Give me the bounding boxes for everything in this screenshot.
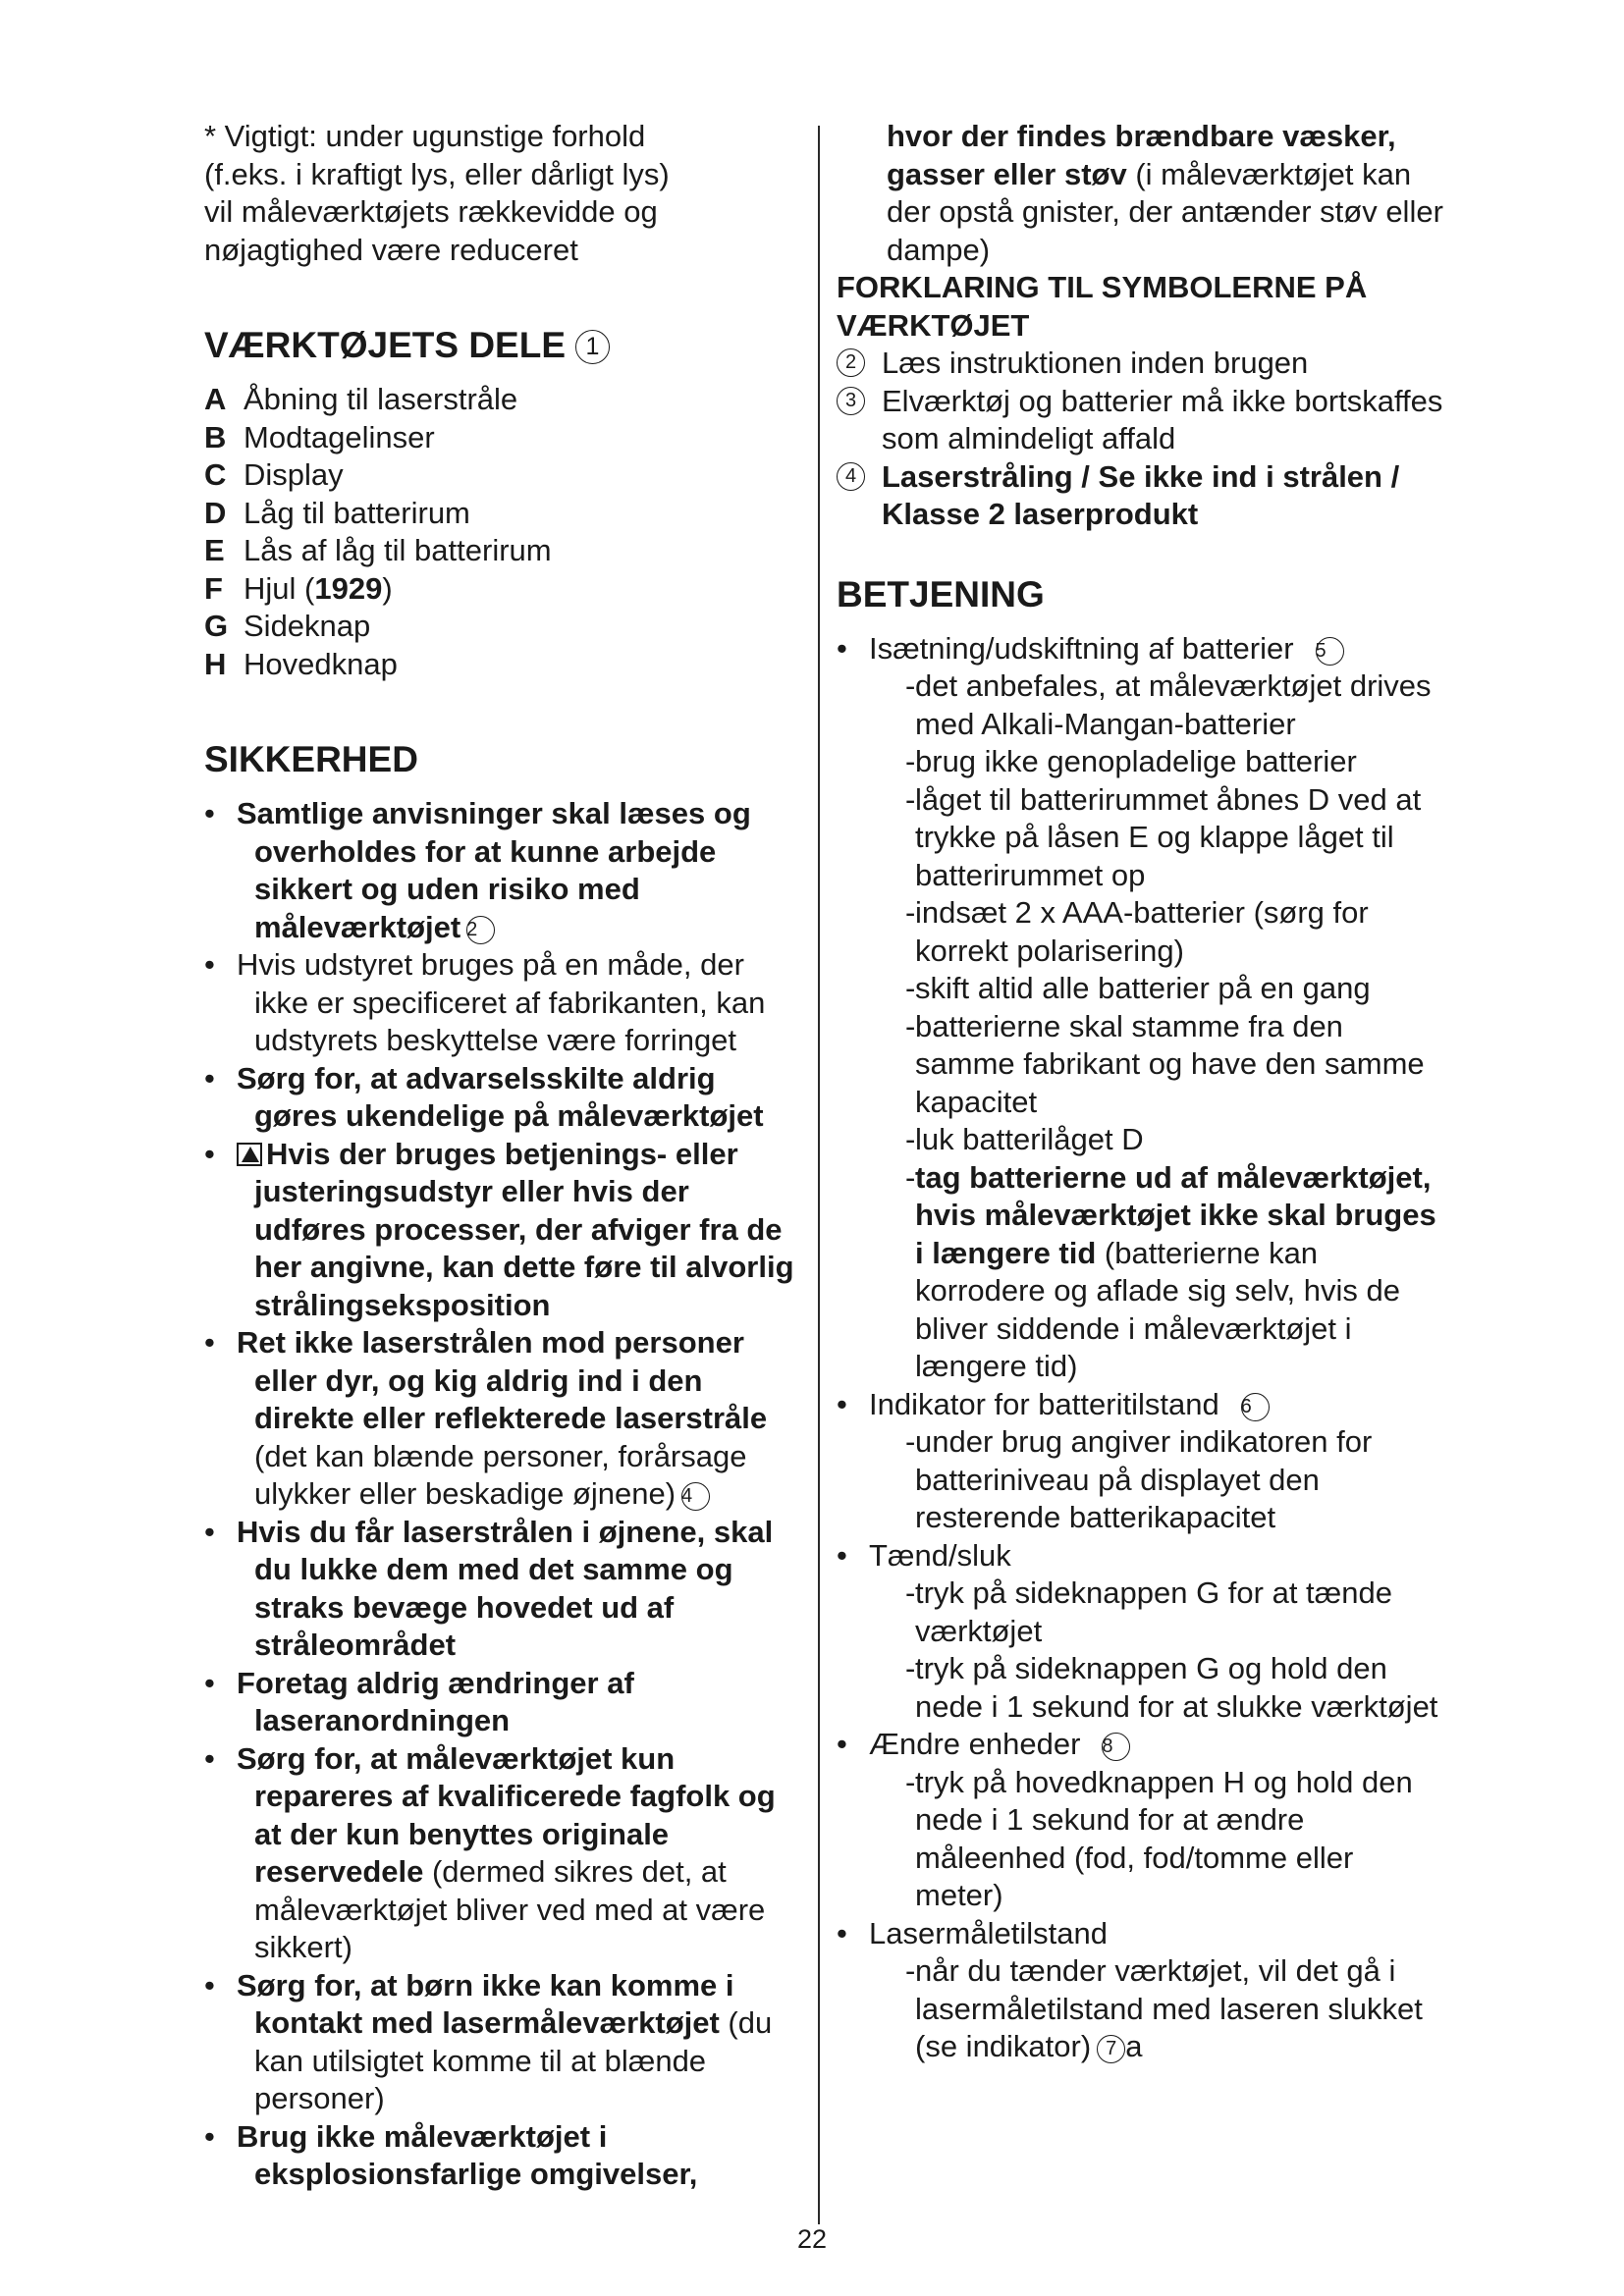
part-item [204,646,805,684]
safety-item: • Hvis du får laserstrålen i øjnene, skal du lukke dem med det samme og straks bevæge hovedet ud af stråleområdet [204,1514,805,1665]
safety-item: • Sørg for, at advarselsskilte aldrig gøres ukendelige på måleværktøjet [204,1060,805,1136]
part-item [204,419,805,457]
operation-step: - det anbefales, at måleværktøjet drives med Alkali-Mangan-batterier [837,667,1445,743]
step-text: (batterierne kan korrodere og aflade sig selv, hvis de bliver siddende i måleværktøjet i længere tid) [915,1235,1400,1383]
safety-list [204,795,805,2194]
figure-ref-2: 2 [466,916,495,944]
intro-line: vil måleværktøjets rækkevidde og [204,194,658,229]
operation-step: - tryk på sideknappen G for at tænde værktøjet [837,1575,1445,1650]
safety-text: Sørg for, at måleværktøjet kun repareres af kvalificerede fagfolk og at der kun benyttes originale reservedele [237,1740,776,1889]
safety-text: (dermed sikres det, at måleværktøjet bliver ved med at være sikkert) [254,1854,766,1964]
page-number: 22 [796,2224,828,2254]
safety-text: Sørg for, at børn ikke kan komme i kontakt med lasermåleværktøjet [237,1967,734,2040]
operation-step: - skift altid alle batterier på en gang [837,970,1445,1008]
part-label: Låg til batterirum [244,495,470,530]
operation-step: - tryk på hovedknappen H og hold den nede i 1 sekund for at ændre måleenhed (fod, fod/tomme eller meter) [837,1764,1445,1915]
safety-item: • Sørg for, at måleværktøjet kun repareres af kvalificerede fagfolk og at der kun benyttes originale reservedele (dermed sikres det, at måleværktøjet bliver ved med at være sikkert) [204,1740,776,1964]
operation-item: • Tænd/sluk [837,1537,1445,1575]
intro-note [204,118,805,269]
part-label: Display [244,457,344,492]
safety-text: Hvis du får laserstrålen i øjnene, skal du lukke dem med det samme og straks bevæge hovedet ud af stråleområdet [237,1514,774,1662]
part-letter: B [204,419,227,454]
step-text: skift altid alle batterier på en gang [915,971,1371,1005]
part-label: Lås af låg til batterirum [244,533,552,567]
safety-item: • Foretag aldrig ændringer af laseranordningen [204,1665,805,1740]
operation-item: • Ændre enheder 8 [837,1726,1445,1764]
operation-step: - batterierne skal stamme fra den samme fabrikant og have den samme kapacitet [837,1008,1445,1122]
figure-ref-suffix: a [1125,2029,1143,2063]
operation-title: Ændre enheder [869,1727,1081,1761]
intro-line: nøjagtighed være reduceret [204,232,578,267]
part-item [204,456,805,495]
figure-ref-2: 2 [837,348,865,377]
safety-text: Foretag aldrig ændringer af laseranordningen [237,1665,634,1737]
intro-line: (f.eks. i kraftigt lys, eller dårligt lys) [204,156,670,191]
model-number: 1929 [314,570,383,606]
parts-heading [204,324,805,367]
part-letter: E [204,533,225,567]
step-text: når du tænder værktøjet, vil det gå i lasermåletilstand med laseren slukket (se indikator) [915,1953,1423,2063]
safety-text: Hvis udstyret bruges på en måde, der ikke er specificeret af fabrikanten, kan udstyrets beskyttelse være forringet [237,947,766,1057]
operation-title: Isætning/udskiftning af batterier [869,630,1294,666]
operation-step: - tryk på sideknappen G og hold den nede i 1 sekund for at slukke værktøjet [837,1650,1445,1726]
part-label: Hjul ( [244,570,315,606]
safety-item: • Brug ikke måleværktøjet i eksplosionsfarlige omgivelser, [204,2118,805,2194]
part-letter: G [204,609,229,643]
operation-heading: BETJENING [837,573,1045,614]
right-column [837,118,1445,2066]
step-text: det anbefales, at måleværktøjet drives med Alkali-Mangan-batterier [915,668,1432,741]
parts-heading-text: VÆRKTØJETS DELE [204,325,566,365]
figure-ref-1: 1 [575,330,610,364]
part-label: Åbning til laserstråle [244,382,518,416]
parts-list [204,381,805,683]
safety-text: (i måleværktøjet kan der opstå gnister, der antænder støv eller dampe) [887,156,1443,267]
operation-title: Indikator for batteritilstand [869,1386,1219,1421]
intro-line: * Vigtigt: under ugunstige forhold [204,119,646,153]
symbol-text: Laserstråling / Se ikke ind i strålen / Klasse 2 laserprodukt [882,458,1400,531]
safety-item: • Sørg for, at børn ikke kan komme i kontakt med lasermåleværktøjet (du kan utilsigtet komme til at blænde personer) [204,1967,773,2115]
figure-ref-7: 7 [1097,2035,1125,2063]
step-text: tryk på hovedknappen H og hold den nede i 1 sekund for at ændre måleenhed (fod, fod/tomme eller meter) [915,1764,1413,1912]
operation-title: Lasermåletilstand [869,1915,1108,1950]
figure-ref-3: 3 [837,387,865,415]
part-letter: A [204,382,227,416]
step-text: tag batterierne ud af måleværktøjet, hvis måleværktøjet ikke skal bruges i længere tid [915,1159,1436,1270]
figure-ref-6: 6 [1241,1393,1270,1421]
safety-text: hvor der findes brændbare væsker, gasser eller støv [887,119,1396,191]
part-label: Modtagelinser [244,419,435,454]
part-letter: C [204,457,227,492]
operation-item: • Indikator for batteritilstand 6 [837,1386,1445,1424]
safety-item: • Ret ikke laserstrålen mod personer eller dyr, og kig aldrig ind i den direkte eller reflekterede laserstråle (det kan blænde personer, forårsage ulykker eller beskadige øjnene) 4 [204,1325,768,1511]
safety-text: Ret ikke laserstrålen mod personer eller dyr, og kig aldrig ind i den direkte eller reflekterede laserstråle [237,1325,768,1435]
part-label: Hovedknap [244,646,398,681]
safety-heading: SIKKERHED [204,739,418,779]
step-text: indsæt 2 x AAA-batterier (sørg for korrekt polarisering) [915,895,1369,968]
safety-item: • Hvis der bruges betjenings- eller justeringsudstyr eller hvis der udføres processer, der afviger fra de her angivne, kan dette føre til alvorlig strålingseksposition [204,1136,794,1322]
step-text: under brug angiver indikatoren for batteriniveau på displayet den resterende batterikapacitet [915,1424,1373,1534]
step-text: luk batterilåget D [915,1122,1144,1156]
safety-text: Brug ikke måleværktøjet i eksplosionsfarlige omgivelser, [237,2118,698,2191]
part-item [204,570,805,609]
column-divider [818,126,820,2224]
part-label: Sideknap [244,609,371,643]
symbols-heading: FORKLARING TIL SYMBOLERNE PÅ VÆRKTØJET [837,270,1368,343]
operation-step: - indsæt 2 x AAA-batterier (sørg for korrekt polarisering) [837,894,1445,970]
left-column [204,118,805,2194]
step-text: låget til batterirummet åbnes D ved at trykke på låsen E og klappe låget til batterirummet op [915,781,1422,892]
part-letter: F [204,570,223,606]
safety-text: (det kan blænde personer, forårsage ulykker eller beskadige øjnene) [254,1438,747,1511]
part-item [204,532,805,570]
symbol-item [837,383,1445,458]
operation-item: • Lasermåletilstand [837,1915,1445,1953]
operation-step: - luk batterilåget D [837,1121,1445,1159]
symbol-text: Læs instruktionen inden brugen [882,346,1309,380]
safety-text: Samtlige anvisninger skal læses og overholdes for at kunne arbejde sikkert og uden risiko med måleværktøjet [237,796,751,944]
step-text: tryk på sideknappen G og hold den nede i 1 sekund for at slukke værktøjet [915,1651,1438,1724]
safety-continuation [837,118,1445,269]
symbol-text: Elværktøj og batterier må ikke bortskaffes som almindeligt affald [882,383,1443,455]
part-item [204,608,805,646]
figure-ref-5: 5 [1316,637,1344,666]
part-item [204,495,805,533]
part-letter: D [204,495,227,530]
figure-ref-8: 8 [1102,1733,1130,1761]
safety-item: • Samtlige anvisninger skal læses og overholdes for at kunne arbejde sikkert og uden risiko med måleværktøjet 2 [204,796,751,944]
operation-item: • Isætning/udskiftning af batterier 5 [837,630,1445,668]
symbol-item [837,458,1445,534]
symbols-list [837,345,1445,534]
safety-text: Hvis der bruges betjenings- eller justeringsudstyr eller hvis der udføres processer, der afviger fra de her angivne, kan dette føre til alvorlig strålingseksposition [254,1136,794,1322]
operation-step: - når du tænder værktøjet, vil det gå i lasermåletilstand med laseren slukket (se indikator) 7 a [905,1953,1423,2063]
part-item [204,381,805,419]
safety-text: Sørg for, at advarselsskilte aldrig gøres ukendelige på måleværktøjet [237,1060,764,1133]
step-text: batterierne skal stamme fra den samme fabrikant og have den samme kapacitet [915,1008,1425,1119]
warning-triangle-icon [237,1143,262,1166]
step-text: brug ikke genopladelige batterier [915,744,1357,778]
operation-step: - tag batterierne ud af måleværktøjet, hvis måleværktøjet ikke skal bruges i længere tid (batterierne kan korrodere og aflade sig selv, hvis de bliver siddende i måleværktøjet i længere tid) [905,1159,1436,1383]
operation-step: - brug ikke genopladelige batterier [837,743,1445,781]
operation-step: - under brug angiver indikatoren for batteriniveau på displayet den resterende batterikapacitet [837,1423,1445,1537]
part-letter: H [204,646,227,681]
symbol-item [837,345,1445,383]
operation-title: Tænd/sluk [869,1537,1011,1573]
figure-ref-4: 4 [837,462,865,491]
model-close: ) [382,570,393,606]
figure-ref-4: 4 [681,1482,710,1511]
safety-text: (du kan utilsigtet komme til at blænde personer) [254,2005,773,2115]
safety-item: • Hvis udstyret bruges på en måde, der ikke er specificeret af fabrikanten, kan udstyrets beskyttelse være forringet [204,946,805,1060]
step-text: tryk på sideknappen G for at tænde værktøjet [915,1575,1392,1648]
operation-step: - låget til batterirummet åbnes D ved at trykke på låsen E og klappe låget til batterirummet op [837,781,1445,895]
